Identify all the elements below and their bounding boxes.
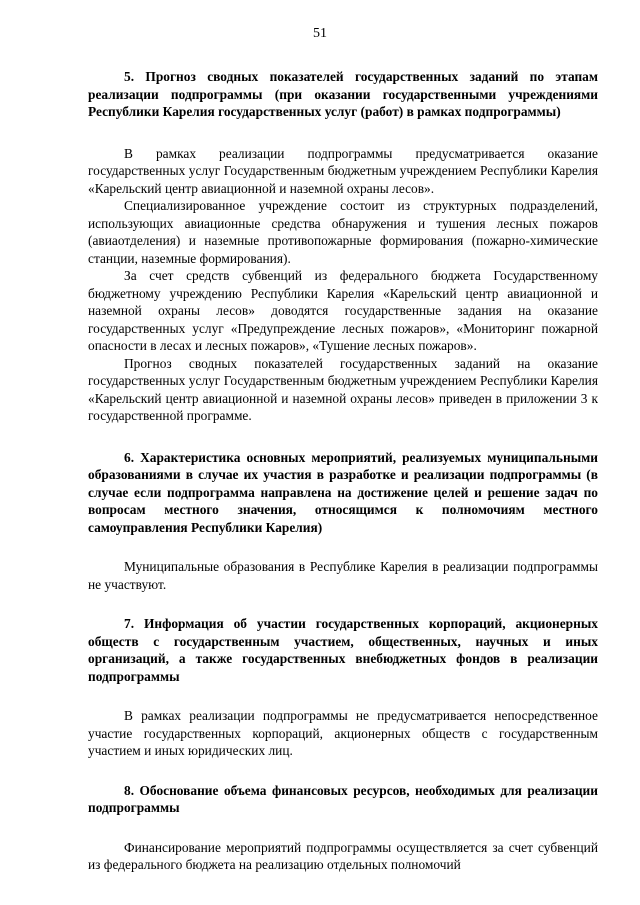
section-5-paragraph-1: В рамках реализации подпрограммы предусматривается оказание государственных услуг Государственным бюджетным учреждением Республики Карелия «Карельский центр авиационной и наземной охраны лесов».: [88, 145, 598, 196]
section-7-paragraph-1: В рамках реализации подпрограммы не предусматривается непосредственное участие государственных корпораций, акционерных обществ с государственным участием и иных юридических лиц.: [88, 708, 598, 758]
section-5-paragraph-4: Прогноз сводных показателей государственных заданий на оказание государственных услуг Государственным бюджетным учреждением Республики Карелия «Карельский центр авиационной и наземной охраны лесов» приведен в приложении 3 к государственной программе.: [88, 355, 598, 423]
page-number: 51: [313, 26, 327, 41]
section-5: [88, 68, 598, 425]
document-body: [88, 68, 598, 874]
section-8: [88, 782, 598, 874]
section-6-paragraph-1: Муниципальные образования в Республике Карелия в реализации подпрограммы не участвуют.: [88, 559, 598, 592]
section-5-paragraph-2: Специализированное учреждение состоит из структурных подразделений, использующих авиационные средства обнаружения и тушения лесных пожаров (авиаотделения) и наземные противопожарные формирования (пожарно-химические станции, наземные формирования).: [88, 198, 598, 266]
section-7-heading: 7. Информация об участии государственных корпораций, акционерных обществ с государственным участием, общественных, научных и иных организаций, а также государственных внебюджетных фондов в реализации подпрограммы: [88, 616, 598, 684]
section-5-heading: 5. Прогноз сводных показателей государственных заданий по этапам реализации подпрограммы (при оказании государственными учреждениями Республики Карелия государственных услуг (работ) в рамках подпрограммы): [88, 69, 598, 119]
section-7: [88, 615, 598, 760]
section-8-heading: 8. Обоснование объема финансовых ресурсов, необходимых для реализации подпрограммы: [88, 782, 598, 815]
section-6: [88, 449, 598, 594]
section-6-heading: 6. Характеристика основных мероприятий, реализуемых муниципальными образованиями в случае их участия в разработке и реализации подпрограммы (в случае если подпрограмма направлена на достижение целей и решение задач по вопросам местного значения, относящимся к полномочиям местного самоуправления Республики Карелия): [88, 449, 598, 535]
section-8-paragraph-1: Финансирование мероприятий подпрограммы осуществляется за счет субвенций из федерального бюджета на реализацию отдельных полномочий: [88, 839, 598, 872]
section-5-paragraph-3: За счет средств субвенций из федерального бюджета Государственному бюджетному учреждению Республики Карелия «Карельский центр авиационной и наземной охраны лесов» доводятся государственные задания на оказание государственных услуг «Предупреждение лесных пожаров», «Мониторинг пожарной опасности в лесах и лесных пожаров», «Тушение лесных пожаров».: [88, 268, 598, 353]
